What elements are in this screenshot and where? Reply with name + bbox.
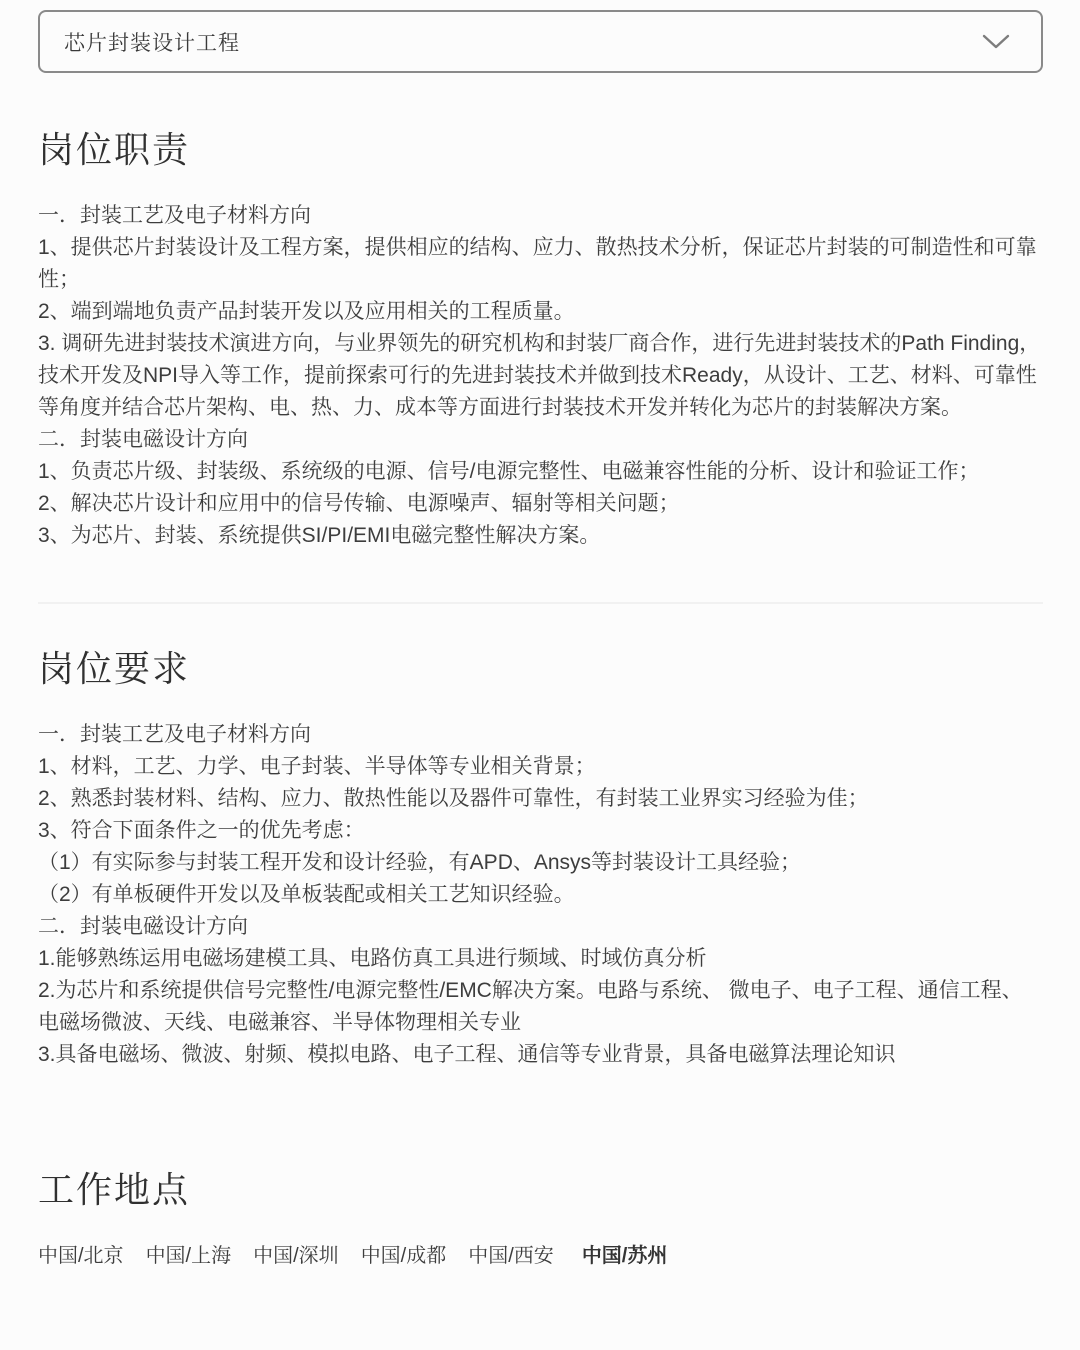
- requirement-line: 3、符合下面条件之一的优先考虑：: [38, 819, 365, 842]
- responsibility-line: 3. 调研先进封装技术演进方向，与业界领先的研究机构和封装厂商合作，进行先进封装技术的Path Finding，技术开发及NPI导入等工作，提前探索可行的先进封装技术并做到技术Ready，从设计、工艺、材料、可靠性等角度并结合芯片架构、电、热、力、成本等方面进行封装技术开发并转化为芯片的封装解决方案。: [38, 332, 1041, 419]
- responsibilities-section-title: 岗位职责: [38, 129, 191, 170]
- requirement-line: 一．封装工艺及电子材料方向: [38, 723, 311, 746]
- requirement-line: （1）有实际参与封装工程开发和设计经验，有APD、Ansys等封装设计工具经验；: [38, 851, 802, 874]
- requirements-list: [38, 719, 1043, 1071]
- location-item: 中国/成都: [360, 1245, 447, 1267]
- job-position-dropdown[interactable]: [38, 10, 1043, 73]
- requirement-line: 1.能够熟练运用电磁场建模工具、电路仿真工具进行频域、时域仿真分析: [38, 947, 707, 970]
- responsibility-line: 二．封装电磁设计方向: [38, 428, 248, 451]
- requirement-line: 3.具备电磁场、微波、射频、模拟电路、电子工程、通信等专业背景，具备电磁算法理论知识: [38, 1043, 896, 1066]
- location-item: 中国/苏州: [581, 1245, 668, 1267]
- location-item: 中国/西安: [468, 1245, 554, 1267]
- requirements-section-title: 岗位要求: [38, 648, 191, 689]
- responsibilities-list: [38, 200, 1043, 552]
- responsibility-line: 1、提供芯片封装设计及工程方案，提供相应的结构、应力、散热技术分析，保证芯片封装的可制造性和可靠性；: [38, 236, 1037, 291]
- location-item: 中国/深圳: [253, 1245, 339, 1267]
- responsibility-line: 2、解决芯片设计和应用中的信号传输、电源噪声、辐射等相关问题；: [38, 492, 680, 515]
- location-item: 中国/北京: [38, 1245, 124, 1267]
- chevron-down-icon: [981, 33, 1011, 51]
- requirement-line: （2）有单板硬件开发以及单板装配或相关工艺知识经验。: [38, 883, 575, 906]
- responsibility-line: 1、负责芯片级、封装级、系统级的电源、信号/电源完整性、电磁兼容性能的分析、设计和验证工作；: [38, 460, 980, 483]
- requirement-line: 2、熟悉封装材料、结构、应力、散热性能以及器件可靠性，有封装工业界实习经验为佳；: [38, 787, 869, 810]
- section-divider: [38, 602, 1043, 604]
- locations-section-title: 工作地点: [38, 1169, 191, 1210]
- responsibility-line: 2、端到端地负责产品封装开发以及应用相关的工程质量。: [38, 300, 575, 323]
- requirement-line: 1、材料，工艺、力学、电子封装、半导体等专业相关背景；: [38, 755, 596, 778]
- requirement-line: 二．封装电磁设计方向: [38, 915, 248, 938]
- responsibility-line: 一．封装工艺及电子材料方向: [38, 204, 311, 227]
- locations-list: [38, 1242, 1043, 1270]
- job-position-selected-value: 芯片封装设计工程: [64, 31, 240, 55]
- requirement-line: 2.为芯片和系统提供信号完整性/电源完整性/EMC解决方案。电路与系统、 微电子、电子工程、通信工程、电磁场微波、天线、电磁兼容、半导体物理相关专业: [38, 979, 1023, 1034]
- location-item: 中国/上海: [145, 1245, 232, 1267]
- responsibility-line: 3、为芯片、封装、系统提供SI/PI/EMI电磁完整性解决方案。: [38, 524, 601, 547]
